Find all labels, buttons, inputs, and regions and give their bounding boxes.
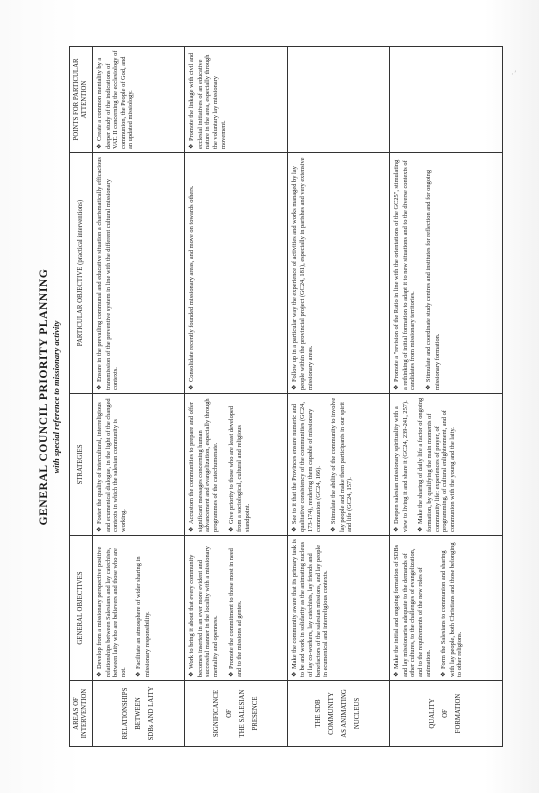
header-row [70,47,93,747]
area-cell [93,681,185,747]
rotated-sheet [37,47,503,747]
bullet-text: Create a common mentality by a deeper study of the indications of VAT. II concerning the ecclesiology of communion, the People of God, and an updated missiology. [96,50,135,149]
area-label: SIGNIFICANCE [212,689,220,738]
table-row [185,47,288,747]
diamond-bullet-icon: ❖ [97,384,103,390]
diamond-bullet-icon: ❖ [291,526,298,532]
document-title: GENERAL COUNCIL PRIORITY PLANNING [38,268,50,526]
diamond-bullet-icon: ❖ [136,671,143,677]
bullet-item [330,397,354,532]
diamond-bullet-icon: ❖ [189,526,196,532]
diamond-bullet-icon: ❖ [228,526,235,532]
diamond-bullet-icon: ❖ [189,143,196,149]
diamond-bullet-icon: ❖ [418,526,425,532]
area-label: QUALITY [429,698,437,729]
header-areas: AREAS OF INTERVENTION [70,681,93,747]
area-label: BETWEEN [134,697,142,730]
bullet-item [188,397,219,532]
table-row [93,47,185,747]
header-points: POINTS FOR PARTICULAR ATTENTION [70,47,93,153]
bullet-text: Stimulate and coordinate study centres and institutes for reflection and for ongoing missionary formation. [425,169,441,390]
bullet-text: Promote a "revision of the Ratio in line with the orientations of the GC25", stimulating a rethinking of initial formation to adapt it to new situations and to the diverse contexts of candidates from missionary territories. [393,159,417,390]
bullet-item [228,539,244,677]
bullet-item [393,397,409,532]
area-label: SDBs AND LAITY [147,686,155,741]
bullet-item [135,539,151,677]
diamond-bullet-icon: ❖ [189,671,196,677]
diamond-bullet-icon: ❖ [291,671,298,677]
area-cell [185,681,288,747]
bullet-item [291,397,322,532]
bullet-text: Promote the linkage with civil and ecclesial initiatives of an educative nature in the area, especially through the voluntary lay missionary movement. [188,52,227,149]
strategies-cell [287,394,390,536]
bullet-item [228,397,252,532]
document-subtitle: with special reference to missionary activity [51,320,61,474]
diamond-bullet-icon: ❖ [394,526,401,532]
diamond-bullet-icon: ❖ [97,671,103,677]
bullet-text: Give priority to those who are least developed from a sociological, cultural and religious standpoint. [227,405,251,532]
diamond-bullet-icon: ❖ [189,384,196,390]
bullet-text: Promote the commitment to those most in need and to the missions ad gentes. [227,548,244,677]
bullet-text: Make the initial and ongoing formation of SDBs and lay missionaries adequate to the demands of other cultures, to the challenges of evangelization, and to the requirements of the new roles of animation. [393,544,432,677]
table-row [390,47,503,747]
diamond-bullet-icon: ❖ [394,384,401,390]
bullet-text: Make the sharing of daily life a factor of ongoing formation, by qualifying the main moments of community life: experiences of prayer, of programming, of cultural enlightenment, and of communion with the young and the laity. [417,397,456,532]
bullet-text: Develop from a missionary perspective positive relationships between Salesians and lay catechists, between laity who are believers and those who are not. [96,546,127,677]
header-strategies: STRATEGIES [70,394,93,536]
particular-cell [185,153,288,394]
particular-cell [287,153,390,394]
bullet-item [440,539,464,677]
area-label: THE SALESIAN [238,689,246,738]
particular-cell [390,153,503,394]
bullet-text: Make the community aware that its primary task is to be and work in solidarity as the animating nucleus of lay co-workers, lay catechists, lay friends and benefactors of the salesian missions, and lay people in ecumenical and interreligious contexts. [290,539,330,677]
bullet-text: Deepen salesian missionary spirituality with a view to living it and share it (GC24, 239-241, 257). [393,400,409,532]
area-label: COMMUNITY [328,692,336,735]
bullet-item [96,539,127,677]
scan-mark: ·ʼ [511,70,517,80]
table-row [287,47,390,747]
priority-table [69,46,503,747]
bullet-item [425,156,441,390]
bullet-item [96,50,135,149]
title-block [37,47,65,747]
area-cell [287,681,390,747]
bullet-text: Ensure in the prevailing communal and educative situation a charismatically efficacious transmission of the preventive system in line with the different cultural missionary contexts. [96,157,120,390]
points-cell [287,47,390,153]
points-cell [390,47,503,153]
points-cell [93,47,185,153]
area-label: AS ANIMATING [341,689,349,738]
diamond-bullet-icon: ❖ [394,671,401,677]
area-label: NUCLEUS [354,697,362,730]
bullet-item [96,156,120,390]
header-particular-objective: PARTICULAR OBJECTIVE (practical interventions) [70,153,93,394]
bullet-item [291,156,315,390]
bullet-item [393,156,417,390]
area-label: OF [225,709,233,718]
diamond-bullet-icon: ❖ [441,671,448,677]
objectives-cell [287,536,390,681]
bullet-text: Consolidate recently founded missionary areas, and move on towards others. [188,185,196,382]
points-cell [185,47,288,153]
strategies-cell [93,394,185,536]
diamond-bullet-icon: ❖ [97,143,103,149]
bullet-item [417,397,456,532]
bullet-item [96,397,127,532]
bullet-item [188,50,227,149]
diamond-bullet-icon: ❖ [331,526,338,532]
bullet-item [188,539,219,677]
area-label: OF [442,709,450,718]
area-label: THE SDB [315,699,323,728]
area-label: FORMATION [455,693,463,734]
bullet-text: Facilitate an atmosphere of wider sharing in missionary responsibility. [135,556,151,677]
bullet-item [393,539,432,677]
area-label: PRESENCE [251,696,259,731]
diamond-bullet-icon: ❖ [291,384,298,390]
strategies-cell [390,394,503,536]
strategies-cell [185,394,288,536]
diamond-bullet-icon: ❖ [228,671,235,677]
objectives-cell [185,536,288,681]
bullet-text: Work to bring it about that every community becomes inserted in an ever more evident and successful manner in the locality with a missionary mentality and openness. [188,546,220,677]
area-cell [390,681,503,747]
bullet-text: Follow up in a particular way the experience of activities and works managed by lay people within the provincial project (GC24, 181), especially in parishes and very extensive missionary areas. [290,157,314,390]
bullet-item [291,539,330,677]
bullet-item [188,156,197,390]
bullet-text: Accustom the communities to prepare and offer significant messages concerning human advancement and evangelization, especially through programmes of the catechumenate. [188,398,220,532]
header-general-objectives: GENERAL OBJECTIVES [70,536,93,681]
bullet-text: Foster the quality of intercultural, interreligious and ecumenical dialogue, in the light of the changed contexts in which the salesian community is working. [96,398,127,532]
bullet-text: Form the Salesians to communion and sharing with lay people, both Christians and those belonging to other religions. [440,542,464,677]
bullet-text: See to it that the Provinces ensure numeric and qualitative consistency of the communities (GC24, 173-174), rendering them capable of missionary communion (GC24, 166). [290,402,322,532]
table-body [93,47,503,747]
particular-cell [93,153,185,394]
diamond-bullet-icon: ❖ [426,384,433,390]
bullet-text: Stimulate the ability of the community to involve lay people and make them participants in our spirit and life (GC24, 157). [330,397,354,532]
area-label: RELATIONSHIPS [121,687,129,740]
objectives-cell [390,536,503,681]
objectives-cell [93,536,185,681]
diamond-bullet-icon: ❖ [97,526,103,532]
